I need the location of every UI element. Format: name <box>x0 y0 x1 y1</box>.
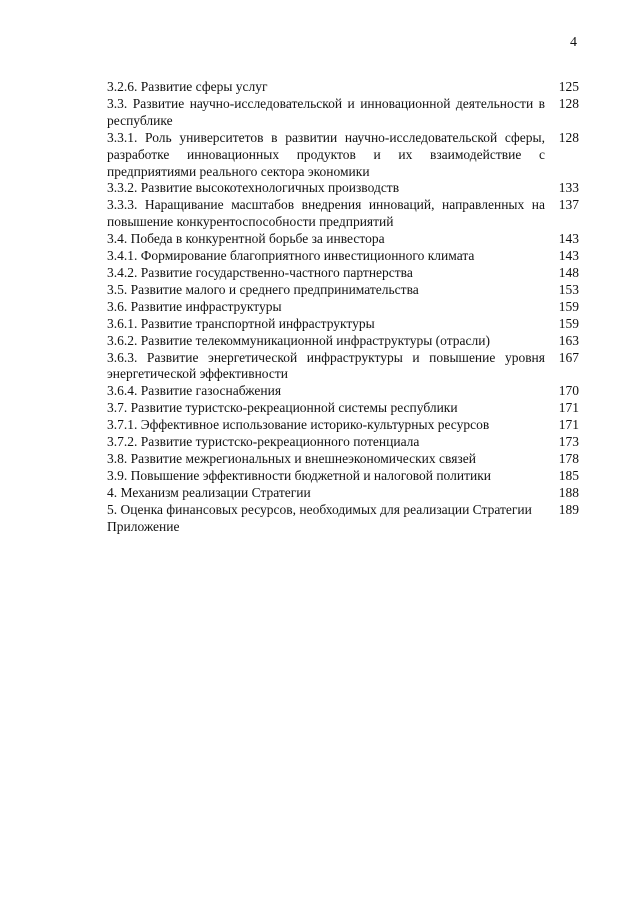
toc-entry-title: 3.3.2. Развитие высокотехнологичных производств <box>107 180 400 196</box>
toc-entry-page: 143 <box>558 231 579 247</box>
toc-entry-title: 3.7. Развитие туристско-рекреационной системы республики <box>107 400 458 416</box>
toc-entry-page: 153 <box>558 281 579 297</box>
toc-entry-title: Приложение <box>107 518 180 534</box>
toc-entry-page: 128 <box>558 129 579 145</box>
toc-entry-page: 188 <box>558 484 579 500</box>
toc-entry-title: 3.6.3. Развитие энергетической инфраструктуры и повышение уровня энергетической эффективности <box>107 349 545 382</box>
toc-entry <box>107 180 579 197</box>
toc-entry <box>107 451 579 468</box>
toc-entry-title: 3.6. Развитие инфраструктуры <box>107 298 282 314</box>
toc-entry-page: 159 <box>558 315 579 331</box>
toc-entry-page: 171 <box>558 400 579 416</box>
toc-entry-page: 148 <box>558 264 579 280</box>
toc-entry-title: 3.7.2. Развитие туристско-рекреационного потенциала <box>107 434 420 450</box>
toc-entry-page: 125 <box>558 79 579 94</box>
toc-entry-title: 3.7.1. Эффективное использование историко-культурных ресурсов <box>107 417 490 433</box>
toc-entry <box>107 502 579 519</box>
toc-entry-page: 171 <box>558 417 579 433</box>
toc-entry <box>107 299 579 316</box>
toc-entry <box>107 316 579 333</box>
toc-entry-page: 159 <box>558 298 579 314</box>
toc-entry <box>107 519 579 536</box>
toc-entry-page: 143 <box>558 248 579 264</box>
toc-entry <box>107 417 579 434</box>
toc-entry <box>107 333 579 350</box>
toc-entry-title: 3.3.3. Наращивание масштабов внедрения инноваций, направленных на повышение конкурентоспособности предприятий <box>107 197 545 230</box>
toc-entry-page: 170 <box>558 383 579 399</box>
toc-entry-title: 3.6.2. Развитие телекоммуникационной инфраструктуры (отрасли) <box>107 332 490 348</box>
toc-entry <box>107 350 579 384</box>
toc-entry-title: 3.2.6. Развитие сферы услуг <box>107 79 268 94</box>
toc-entry <box>107 96 579 130</box>
toc-entry-page: 128 <box>558 95 579 111</box>
toc-entry-page: 137 <box>558 197 579 213</box>
toc-entry-page: 163 <box>558 332 579 348</box>
toc-entry <box>107 130 579 181</box>
toc-entry <box>107 197 579 231</box>
toc-entry-title: 3.3.1. Роль университетов в развитии научно-исследовательской сферы, разработке инновационных продуктов и их взаимодействие с предприятиями реального сектора экономики <box>107 129 545 179</box>
toc-entry-title: 3.6.1. Развитие транспортной инфраструктуры <box>107 315 375 331</box>
toc-entry-page: 173 <box>558 434 579 450</box>
toc-entry-title: 3.8. Развитие межрегиональных и внешнеэкономических связей <box>107 450 476 466</box>
toc-entry <box>107 434 579 451</box>
toc-entry-page: 185 <box>558 467 579 483</box>
toc-entry <box>107 485 579 502</box>
toc-entry-title: 4. Механизм реализации Стратегии <box>107 484 311 500</box>
toc-entry-page: 133 <box>558 180 579 196</box>
toc-entry-title: 3.4.1. Формирование благоприятного инвестиционного климата <box>107 248 475 264</box>
toc-entry-title: 3.5. Развитие малого и среднего предпринимательства <box>107 281 419 297</box>
toc-entry-title: 3.4. Победа в конкурентной борьбе за инвестора <box>107 231 385 247</box>
toc-entry <box>107 282 579 299</box>
toc-entry-title: 3.9. Повышение эффективности бюджетной и налоговой политики <box>107 467 491 483</box>
toc-entry <box>107 265 579 282</box>
toc-entry-page: 189 <box>558 501 579 517</box>
toc-entry <box>107 400 579 417</box>
toc-entry <box>107 231 579 248</box>
toc-entry <box>107 468 579 485</box>
toc-entry <box>107 383 579 400</box>
page-number: 4 <box>570 35 577 50</box>
toc-entry <box>107 248 579 265</box>
table-of-contents <box>107 79 579 535</box>
toc-entry-title: 3.3. Развитие научно-исследовательской и инновационной деятельности в республике <box>107 95 545 128</box>
toc-entry-title: 3.6.4. Развитие газоснабжения <box>107 383 282 399</box>
toc-entry <box>107 79 579 96</box>
toc-entry-page: 178 <box>558 450 579 466</box>
toc-entry-title: 3.4.2. Развитие государственно-частного партнерства <box>107 264 413 280</box>
toc-entry-title: 5. Оценка финансовых ресурсов, необходимых для реализации Стратегии <box>107 501 532 517</box>
toc-entry-page: 167 <box>558 349 579 365</box>
